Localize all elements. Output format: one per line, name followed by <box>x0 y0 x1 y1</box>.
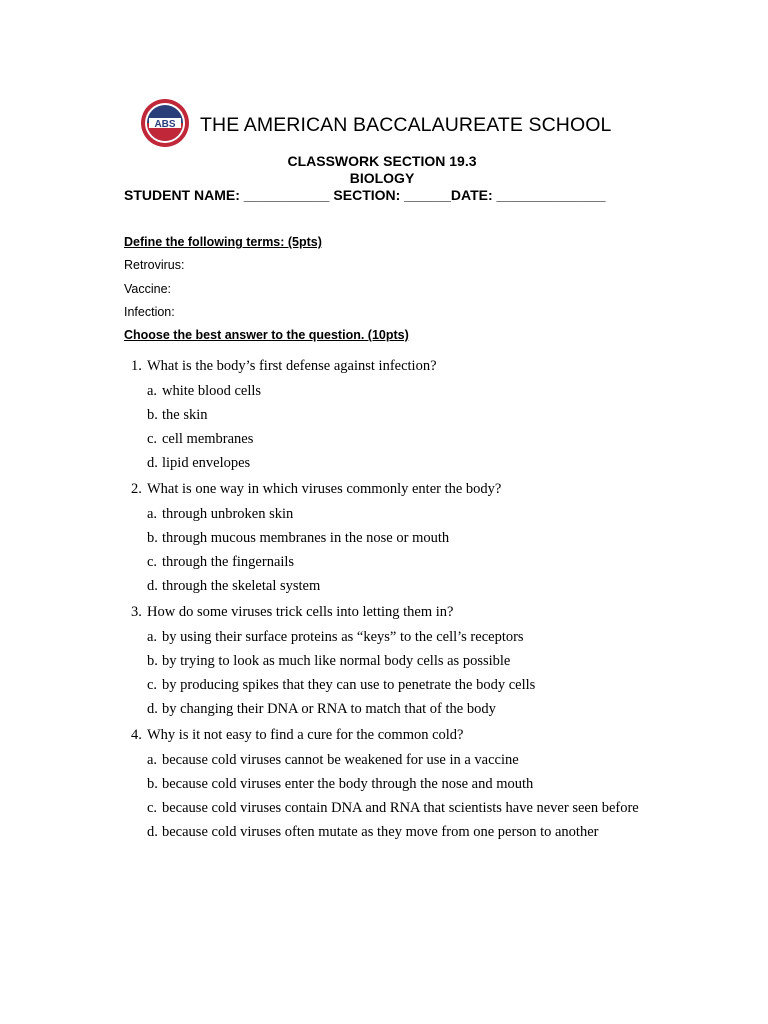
answer-option <box>147 406 651 424</box>
question-text: Why is it not easy to find a cure for the common cold? <box>147 727 464 743</box>
option-text: by changing their DNA or RNA to match that of the body <box>162 701 496 717</box>
answer-option <box>147 628 651 646</box>
student-info-line <box>124 187 610 203</box>
option-text: because cold viruses cannot be weakened for use in a vaccine <box>162 752 519 768</box>
option-letter: b. <box>147 407 158 423</box>
question-1 <box>131 356 651 472</box>
subject-title: BIOLOGY <box>349 170 415 186</box>
svg-text:ABS: ABS <box>154 119 176 130</box>
term-retrovirus: Retrovirus: <box>124 258 185 272</box>
option-text: by using their surface proteins as “keys” to the cell’s receptors <box>162 629 524 645</box>
option-letter: d. <box>147 701 158 717</box>
answer-option <box>147 676 651 694</box>
option-letter: b. <box>147 530 158 546</box>
question-3 <box>131 602 651 718</box>
answer-option <box>147 577 651 595</box>
question-text: What is one way in which viruses commonly enter the body? <box>147 481 502 497</box>
answer-option <box>147 799 651 817</box>
answer-option <box>147 652 651 670</box>
option-letter: d. <box>147 455 158 471</box>
option-text: lipid envelopes <box>162 455 251 471</box>
definitions-heading: Define the following terms: (5pts) <box>124 235 322 249</box>
question-number: 1. <box>131 358 142 374</box>
option-text: through mucous membranes in the nose or mouth <box>162 530 450 546</box>
option-letter: a. <box>147 752 158 768</box>
question-text: What is the body’s first defense against infection? <box>147 358 437 374</box>
student-name-field: STUDENT NAME: ___________ <box>124 187 330 203</box>
option-text: cell membranes <box>162 431 254 447</box>
answer-option <box>147 454 651 472</box>
option-letter: b. <box>147 653 158 669</box>
option-letter: d. <box>147 578 158 594</box>
answer-option <box>147 382 651 400</box>
section-date-field: SECTION: ______DATE: ______________ <box>333 187 606 203</box>
answer-option <box>147 430 651 448</box>
option-text: white blood cells <box>162 383 262 399</box>
question-list <box>131 356 651 848</box>
option-text: through unbroken skin <box>162 506 294 522</box>
question-number: 4. <box>131 727 142 743</box>
option-letter: c. <box>147 554 158 570</box>
answer-option <box>147 700 651 718</box>
term-vaccine: Vaccine: <box>124 282 172 296</box>
option-text: through the fingernails <box>162 554 295 570</box>
option-text: through the skeletal system <box>162 578 321 594</box>
worksheet-title: CLASSWORK SECTION 19.3 <box>287 153 477 169</box>
answer-option <box>147 553 651 571</box>
option-letter: a. <box>147 383 158 399</box>
answer-option <box>147 529 651 547</box>
multiple-choice-heading: Choose the best answer to the question. (10pts) <box>124 328 409 342</box>
school-logo <box>140 98 190 148</box>
option-text: the skin <box>162 407 208 423</box>
option-letter: a. <box>147 506 158 522</box>
question-4 <box>131 725 651 841</box>
option-letter: a. <box>147 629 158 645</box>
option-text: because cold viruses enter the body through the nose and mouth <box>162 776 534 792</box>
option-letter: c. <box>147 677 158 693</box>
option-text: because cold viruses often mutate as they move from one person to another <box>162 824 599 840</box>
option-text: because cold viruses contain DNA and RNA that scientists have never seen before <box>162 800 639 816</box>
option-letter: c. <box>147 431 158 447</box>
answer-option <box>147 751 651 769</box>
option-letter: c. <box>147 800 158 816</box>
option-letter: d. <box>147 824 158 840</box>
answer-option <box>147 823 651 841</box>
option-text: by trying to look as much like normal body cells as possible <box>162 653 511 669</box>
school-name: THE AMERICAN BACCALAUREATE SCHOOL <box>200 113 612 136</box>
question-text: How do some viruses trick cells into letting them in? <box>147 604 454 620</box>
term-infection: Infection: <box>124 305 175 319</box>
option-text: by producing spikes that they can use to penetrate the body cells <box>162 677 536 693</box>
answer-option <box>147 775 651 793</box>
answer-option <box>147 505 651 523</box>
question-2 <box>131 479 651 595</box>
question-number: 3. <box>131 604 142 620</box>
school-header <box>140 96 611 150</box>
option-letter: b. <box>147 776 158 792</box>
question-number: 2. <box>131 481 142 497</box>
